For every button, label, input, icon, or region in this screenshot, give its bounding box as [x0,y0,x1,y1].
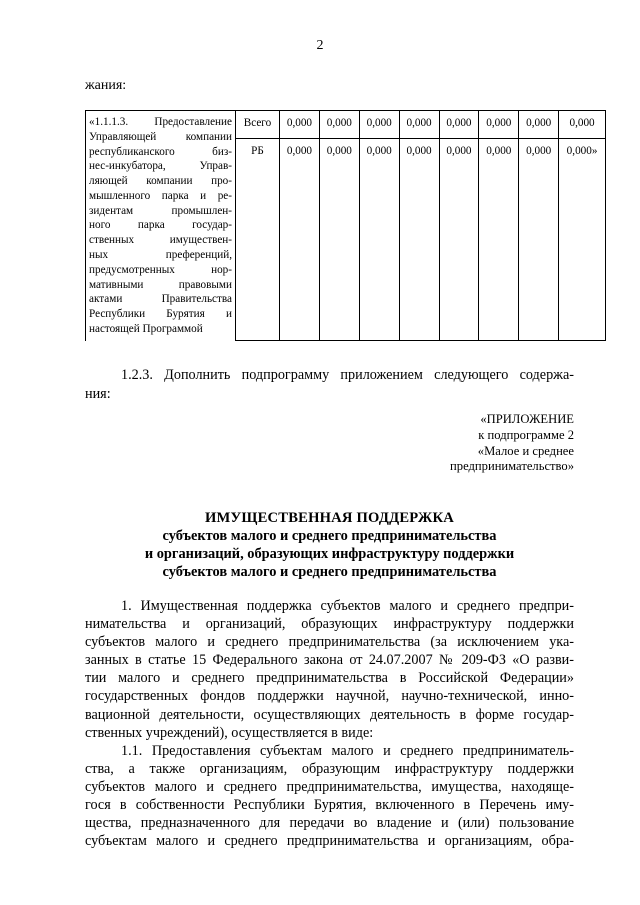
body-line: ственных учреждений), осуществляется в виде: [85,724,374,741]
source-cell: Всего [236,111,280,139]
item-name-line: «1.1.1.3. Предоставление [89,116,232,128]
body-line: субъектов малого и среднего предпринимательства, имущества, находяще- [85,778,574,795]
item-name-line: нес-инкубатора, Управ- [89,160,232,173]
body-line: 1.1. Предоставления субъектам малого и среднего предприниматель- [121,742,574,759]
title-main: ИМУЩЕСТВЕННАЯ ПОДДЕРЖКА [204,510,455,526]
continuation-word: жания: [85,78,127,93]
appendix-line: «Малое и среднее [477,443,574,458]
section-title [85,509,574,581]
item-name-line: Республики Бурятия и [89,308,232,321]
value-cell: 0,000 [519,111,559,139]
item-name-line: ляющей компании про- [89,175,232,188]
title-subline: субъектов малого и среднего предпринимательства [162,564,497,580]
item-name-line: настоящей Программой [89,322,203,335]
table-row-total [86,111,606,139]
value-cell: 0,000 [479,111,519,139]
value-cell: 0,000» [559,139,606,341]
value-cell: 0,000 [280,111,320,139]
body-text [85,597,574,850]
appendix-line: предпринимательство» [450,459,574,474]
value-cell: 0,000 [280,139,320,341]
item-name-line: актами Правительства [89,293,232,306]
value-cell: 0,000 [359,111,399,139]
value-cell: 0,000 [399,139,439,341]
value-cell: 0,000 [519,139,559,341]
paragraph-line: 1.2.3. Дополнить подпрограмму приложением следующего содержа- [121,367,574,383]
item-name-line: зидентам промышлен- [89,204,232,217]
value-cell: 0,000 [319,139,359,341]
value-cell: 0,000 [479,139,519,341]
item-name-line: мативными правовыми [89,278,232,291]
appendix-line: к подпрограмме 2 [478,427,574,442]
item-name-line: Управляющей компании [89,130,232,143]
source-cell: РБ [236,139,280,341]
title-subline: и организаций, образующих инфраструктуру поддержки [144,546,515,562]
title-subline: субъектов малого и среднего предпринимательства [162,528,497,544]
value-cell: 0,000 [439,111,479,139]
body-line: ства, а также организациям, образующим инфраструктуру поддержки [85,760,574,777]
item-name-line: ственных имуществен- [89,234,232,247]
body-line: гося в собственности Республики Бурятия, включенного в Перечень иму- [85,797,574,814]
item-name-line: ного парка государ- [89,219,232,232]
value-cell: 0,000 [399,111,439,139]
body-line: занных в статье 15 Федерального закона от 24.07.2007 № 209-ФЗ «О разви- [85,652,574,669]
body-line: щества, предназначенного для передачи во владение и (или) пользование [85,815,574,832]
item-name-line: республиканского биз- [89,145,232,158]
appendix-line: «ПРИЛОЖЕНИЕ [480,412,574,426]
page-number: 2 [316,38,324,53]
body-line: субъектам малого и среднего предпринимательства и организациям, обра- [85,833,574,850]
value-cell: 0,000 [439,139,479,341]
item-name-line: ных преференций, [89,249,232,262]
value-cell: 0,000 [559,111,606,139]
item-name-line: мышленного парка и ре- [89,189,232,202]
body-line: государственных фондов поддержки научной, научно-технической, инно- [85,688,574,705]
value-cell: 0,000 [319,111,359,139]
appendix-header [450,412,574,475]
value-cell: 0,000 [359,139,399,341]
body-line: нимательства и организаций, образующих инфраструктуру поддержки [85,616,574,633]
paragraph-line: ния: [85,386,111,402]
body-line: субъектов малого и среднего предпринимательства (за исключением ука- [85,634,574,651]
item-name-line: предусмотренных нор- [89,263,232,276]
body-line: 1. Имущественная поддержка субъектов малого и среднего предпри- [121,598,574,614]
body-line: вационной деятельности, осуществляющих деятельность в форме государ- [85,706,574,723]
program-table [85,110,606,341]
item-name-cell [86,111,236,341]
body-line: тии малого и среднего предпринимательства в Российской Федерации» [85,670,574,687]
add-appendix-paragraph [85,366,574,404]
